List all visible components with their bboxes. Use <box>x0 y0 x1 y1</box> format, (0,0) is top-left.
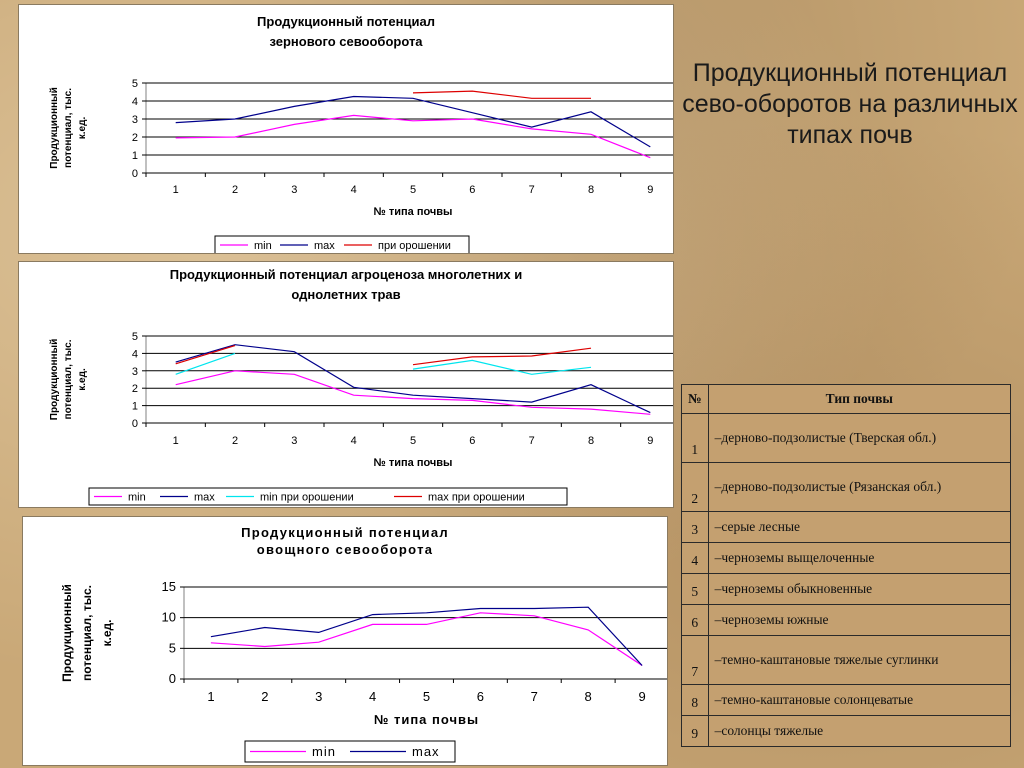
table-cell-num: 7 <box>682 636 709 685</box>
table-cell-num: 3 <box>682 512 709 543</box>
x-tick-label: 9 <box>647 184 654 196</box>
legend-label: max <box>412 744 440 760</box>
y-tick-label: 2 <box>131 383 138 396</box>
x-tick-label: 6 <box>469 435 476 447</box>
slide-title: Продукционный потенциал сево-оборотов на различных типах почв <box>682 59 1018 149</box>
x-tick-label: 2 <box>261 689 269 704</box>
table-header-num: № <box>682 385 709 414</box>
x-axis-label: № типа почвы <box>373 206 453 218</box>
chart-title: Продукционный потенциал агроценоза многолетних и однолетних трав <box>169 267 523 302</box>
x-axis-label: № типа почвы <box>373 457 453 469</box>
table-cell-soil: –черноземы обыкновенные <box>708 574 1010 605</box>
table-cell-soil: –черноземы южные <box>708 605 1010 636</box>
table-cell-soil: –темно-каштановые солонцеватые <box>708 685 1010 716</box>
table-row <box>682 543 1011 574</box>
y-tick-label: 0 <box>168 671 176 686</box>
y-tick-label: 2 <box>131 132 138 144</box>
legend-label: max <box>314 239 335 252</box>
y-tick-label: 0 <box>131 418 138 430</box>
table-row <box>682 716 1011 747</box>
table-row <box>682 512 1011 543</box>
table-row <box>682 463 1011 512</box>
plot-area <box>146 83 673 173</box>
table-cell-soil: –серые лесные <box>708 512 1010 543</box>
table-cell-num: 4 <box>682 543 709 574</box>
chart-panel-grasses <box>18 261 674 508</box>
table-row <box>682 414 1011 463</box>
table-cell-soil: –дерново-подзолистые (Рязанская обл.) <box>708 463 1010 512</box>
table-row <box>682 574 1011 605</box>
y-tick-label: 1 <box>131 400 138 413</box>
x-tick-label: 2 <box>231 184 239 196</box>
y-tick-label: 1 <box>131 150 138 162</box>
y-tick-label: 5 <box>168 640 176 656</box>
x-tick-label: 7 <box>528 184 535 196</box>
y-tick-label: 10 <box>161 609 176 625</box>
x-tick-label: 2 <box>231 435 239 447</box>
x-tick-label: 4 <box>350 184 357 196</box>
legend-label: min при орошении <box>260 491 354 504</box>
table-cell-soil: –дерново-подзолистые (Тверская обл.) <box>708 414 1010 463</box>
legend-label: max при орошении <box>428 491 525 504</box>
x-axis-label: № типа почвы <box>373 712 480 727</box>
chart-title: Продукционный потенциал зернового севооборота <box>257 14 435 49</box>
y-axis-label: Продукционный потенциал, тыс. к.ед. <box>49 87 88 169</box>
legend-label: при орошении <box>378 239 451 252</box>
x-tick-label: 9 <box>647 435 654 447</box>
y-tick-label: 3 <box>131 114 138 126</box>
table-cell-num: 8 <box>682 685 709 716</box>
table-row <box>682 605 1011 636</box>
x-tick-label: 5 <box>409 184 417 196</box>
x-tick-label: 3 <box>315 689 323 704</box>
table-cell-num: 5 <box>682 574 709 605</box>
x-tick-label: 8 <box>587 435 595 447</box>
soil-types-table <box>681 384 1011 747</box>
x-tick-label: 1 <box>172 435 179 447</box>
x-tick-label: 1 <box>207 689 215 704</box>
y-tick-label: 0 <box>131 168 138 180</box>
table-cell-soil: –солонцы тяжелые <box>708 716 1010 747</box>
x-tick-label: 5 <box>422 689 431 704</box>
chart-title: Продукционный потенциал овощного севооборота <box>241 525 449 557</box>
y-tick-label: 4 <box>131 96 138 108</box>
x-tick-label: 3 <box>291 435 298 447</box>
legend-label: max <box>194 491 215 504</box>
chart-panel-grain <box>18 4 674 254</box>
x-tick-label: 3 <box>291 184 298 196</box>
legend-label: min <box>254 239 272 252</box>
x-tick-label: 4 <box>350 435 357 447</box>
chart-grain-rotation <box>19 5 673 253</box>
table-header-row <box>682 385 1011 414</box>
x-tick-label: 8 <box>587 184 595 196</box>
y-tick-label: 5 <box>131 78 138 90</box>
y-tick-label: 5 <box>131 331 138 343</box>
chart-vegetable-rotation <box>23 517 667 765</box>
table-cell-soil: –темно-каштановые тяжелые суглинки <box>708 636 1010 685</box>
table-header-soil-type: Тип почвы <box>708 385 1010 414</box>
x-tick-label: 6 <box>476 689 485 704</box>
table-cell-soil: –черноземы выщелоченные <box>708 543 1010 574</box>
table-row <box>682 685 1011 716</box>
y-axis-label: Продукционный потенциал, тыс. к.ед. <box>49 338 88 421</box>
x-tick-label: 8 <box>584 689 592 704</box>
legend-label: min <box>312 744 336 760</box>
x-tick-label: 7 <box>530 689 538 704</box>
y-tick-label: 15 <box>161 579 176 594</box>
y-tick-label: 4 <box>131 348 138 361</box>
chart-panel-vegetable <box>22 516 668 766</box>
table-cell-num: 9 <box>682 716 709 747</box>
table-cell-num: 2 <box>682 463 709 512</box>
table-cell-num: 1 <box>682 414 709 463</box>
plot-area <box>184 587 667 679</box>
x-tick-label: 9 <box>638 689 646 704</box>
x-tick-label: 6 <box>469 184 476 196</box>
chart-grass-agrocenosis <box>19 262 673 507</box>
x-tick-label: 7 <box>528 435 535 447</box>
x-tick-label: 4 <box>368 689 377 704</box>
legend-label: min <box>128 491 146 504</box>
x-tick-label: 5 <box>409 435 417 447</box>
table-cell-num: 6 <box>682 605 709 636</box>
y-axis-label: Продукционный потенциал, тыс. к.ед. <box>60 584 114 682</box>
y-tick-label: 3 <box>131 365 138 378</box>
table-row <box>682 636 1011 685</box>
x-tick-label: 1 <box>172 184 179 196</box>
